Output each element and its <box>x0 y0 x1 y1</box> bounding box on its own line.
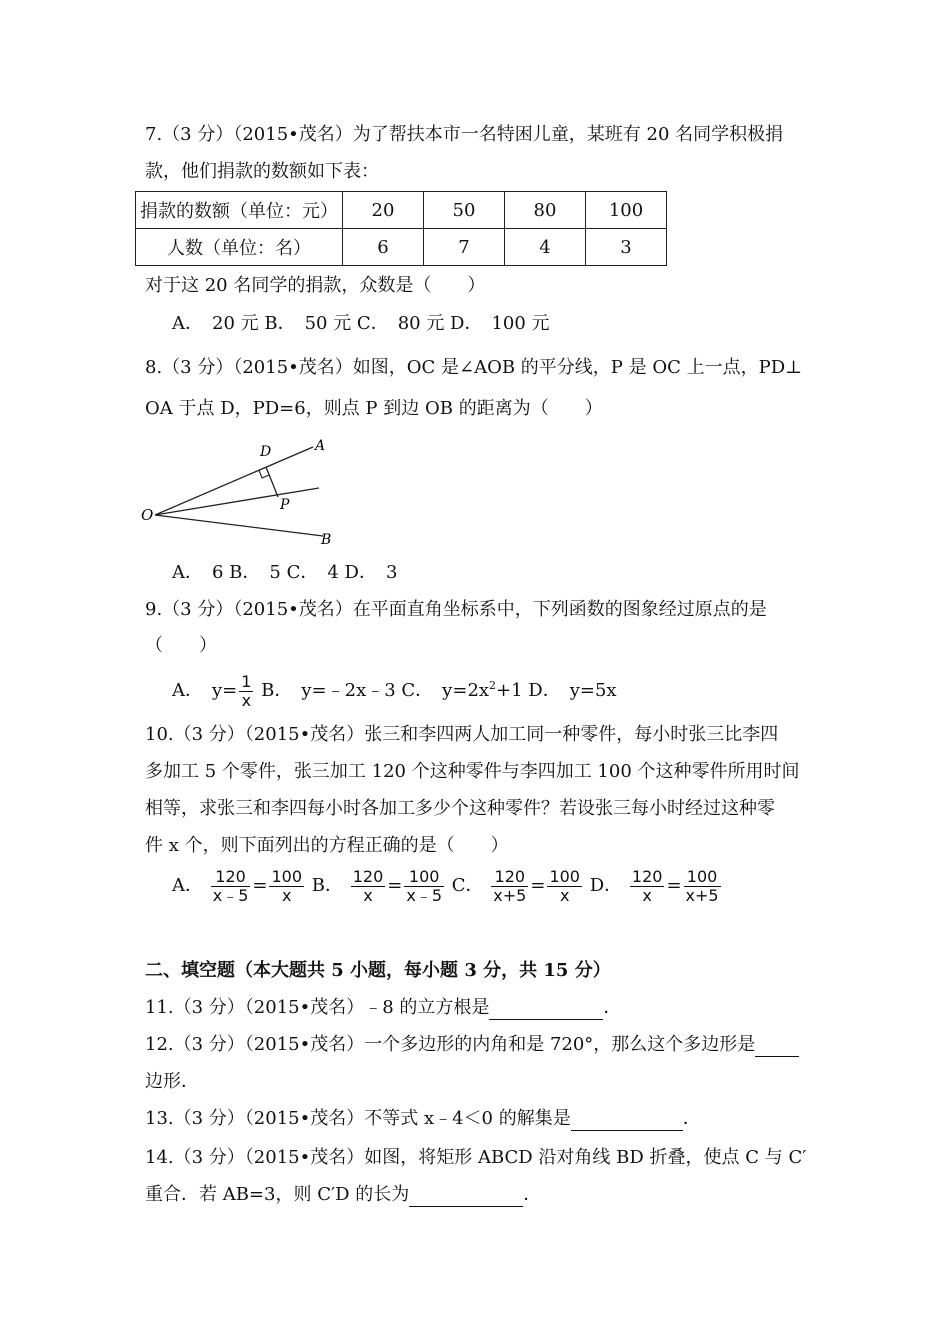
table-cell: 80 <box>505 192 586 229</box>
fraction-numerator: 120 <box>211 868 251 887</box>
fraction <box>684 868 721 905</box>
table-row <box>136 229 667 266</box>
q12-line2: 边形． <box>145 1071 199 1092</box>
q10-line3: 相等，求张三和李四每小时各加工多少个这种零件？若设张三每小时经过这种零 <box>145 798 775 819</box>
equals-sign: = <box>666 875 682 896</box>
fraction <box>491 868 528 905</box>
q8-line1: 8.（3 分）（2015•茂名）如图，OC 是∠AOB 的平分线，P 是 OC 上一点，PD⊥ <box>145 357 803 378</box>
q10-line1: 10.（3 分）（2015•茂名）张三和李四两人加工同一种零件，每小时张三比李四 <box>145 724 779 745</box>
q9-line1: 9.（3 分）（2015•茂名）在平面直角坐标系中，下列函数的图象经过原点的是 <box>145 599 767 620</box>
ray-ob <box>155 515 323 536</box>
q7-options: A． 20 元 B． 50 元 C． 80 元 D． 100 元 <box>172 313 550 334</box>
fraction <box>547 868 582 905</box>
label-o: O <box>141 506 154 524</box>
q14-line1: 14.（3 分）（2015•茂名）如图，将矩形 ABCD 沿对角线 BD 折叠，使点 C 与 C′ <box>145 1147 807 1168</box>
label-p: P <box>280 497 290 513</box>
fraction-denominator: x <box>282 885 292 905</box>
q7-question: 对于这 20 名同学的捐款，众数是（ ） <box>145 275 486 296</box>
fraction-numerator: 120 <box>352 866 384 886</box>
table-row <box>136 192 667 229</box>
q14-text: 重合．若 AB=3，则 C′D 的长为 <box>145 1184 410 1205</box>
fraction-numerator: 120 <box>631 866 663 886</box>
fraction-denominator: x﹣5 <box>406 885 443 905</box>
q10-line4: 件 x 个，则下面列出的方程正确的是（ ） <box>145 835 509 856</box>
q11-text: 11.（3 分）（2015•茂名）﹣8 的立方根是 <box>145 997 490 1018</box>
angle-bisector-figure <box>135 430 345 550</box>
table-cell: 20 <box>343 192 424 229</box>
ray-oc <box>155 488 319 515</box>
q10-option-c-label: C． <box>451 875 484 896</box>
q7-line1: 7.（3 分）（2015•茂名）为了帮扶本市一名特困儿童，某班有 20 名同学积极捐 <box>145 124 784 145</box>
fraction <box>351 868 386 905</box>
fraction-numerator: 1 <box>241 671 252 691</box>
fraction-numerator: 100 <box>271 866 303 886</box>
fraction-denominator: x+5 <box>493 885 527 905</box>
q12-text: 12.（3 分）（2015•茂名）一个多边形的内角和是 720°，那么这个多边形是 <box>145 1034 756 1055</box>
q13-text: 13.（3 分）（2015•茂名）不等式 x﹣4＜0 的解集是 <box>145 1108 571 1129</box>
equals-sign: = <box>530 875 546 896</box>
exponent: 2 <box>489 679 497 692</box>
table-cell: 6 <box>343 229 424 266</box>
fraction <box>211 868 251 905</box>
q8-line2: OA 于点 D，PD=6，则点 P 到边 OB 的距离为（ ） <box>145 398 603 419</box>
answer-blank <box>755 1036 799 1057</box>
label-b: B <box>321 532 332 548</box>
fraction-numerator: 100 <box>549 866 580 886</box>
q9-line2: （ ） <box>145 635 217 656</box>
answer-blank <box>409 1186 523 1207</box>
answer-blank <box>571 1110 683 1131</box>
q13-end: ． <box>682 1108 701 1129</box>
table-cell: 50 <box>424 192 505 229</box>
q14-end: ． <box>523 1184 542 1205</box>
q8-options: A． 6 B． 5 C． 4 D． 3 <box>172 562 398 583</box>
table-cell: 4 <box>505 229 586 266</box>
fraction-numerator: 120 <box>491 868 528 887</box>
fraction-one-over-x <box>239 673 253 710</box>
q9-options-bc: B． y=﹣2x﹣3 C． y=2x <box>255 680 490 701</box>
q9-options-cd: +1 D． y=5x <box>496 680 617 701</box>
q10-option-d-label: D． <box>589 875 623 896</box>
table-cell: 100 <box>586 192 667 229</box>
q9-option-a-prefix: A． y= <box>172 680 238 701</box>
q11-line <box>145 996 621 1020</box>
fraction-denominator: x <box>559 885 570 905</box>
table-header-amount: 捐款的数额（单位：元） <box>136 192 343 229</box>
q9-options <box>172 666 617 711</box>
fraction-denominator: x <box>363 885 373 905</box>
label-a: A <box>315 438 326 454</box>
answer-blank <box>489 999 603 1020</box>
q11-end: ． <box>603 997 622 1018</box>
q14-line2 <box>145 1183 541 1207</box>
equals-sign: = <box>252 875 268 896</box>
table-header-people: 人数（单位：名） <box>136 229 343 266</box>
fraction-numerator: 100 <box>684 868 721 887</box>
fraction <box>269 868 304 905</box>
fraction <box>630 868 665 905</box>
fraction-denominator: x <box>241 690 252 710</box>
table-cell: 3 <box>586 229 667 266</box>
segment-pd <box>266 467 278 497</box>
label-d: D <box>260 444 272 460</box>
q10-line2: 多加工 5 个零件，张三加工 120 个这种零件与李四加工 100 个这种零件所用时间 <box>145 761 800 782</box>
q10-option-b-label: B． <box>311 875 343 896</box>
fraction-denominator: x <box>642 885 652 905</box>
fraction-denominator: x+5 <box>685 885 719 905</box>
q10-option-a-label: A． <box>172 875 203 896</box>
table-cell: 7 <box>424 229 505 266</box>
fraction <box>404 868 444 905</box>
donation-table <box>135 191 667 266</box>
q10-options <box>172 864 723 908</box>
q7-line2: 款，他们捐款的数额如下表： <box>145 161 379 182</box>
fraction-numerator: 100 <box>404 868 444 887</box>
section-title: 二、填空题（本大题共 5 小题，每小题 3 分，共 15 分） <box>145 960 611 981</box>
fraction-denominator: x﹣5 <box>212 885 249 905</box>
q12-line <box>145 1033 799 1057</box>
q13-line <box>145 1107 701 1131</box>
equals-sign: = <box>387 875 403 896</box>
